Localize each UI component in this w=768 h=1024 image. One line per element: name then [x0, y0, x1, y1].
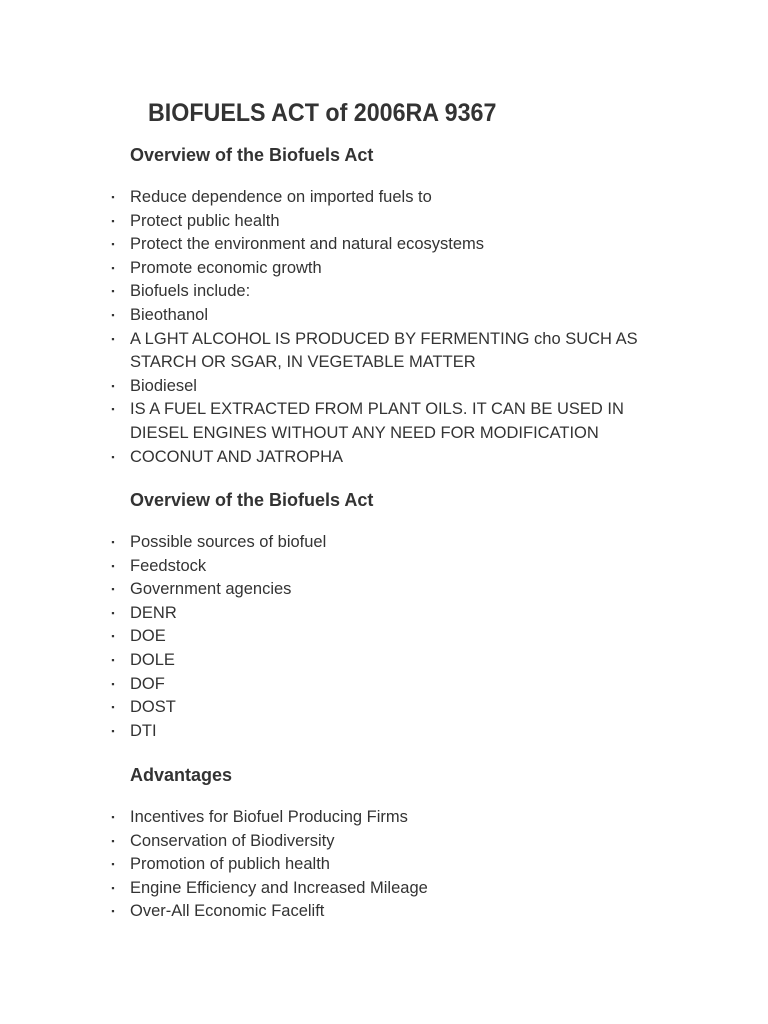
- list-item-text: Possible sources of biofuel: [130, 533, 327, 551]
- bullet-icon: ▪: [111, 333, 115, 344]
- list-item-text: DENR: [130, 603, 177, 622]
- list-item: [0, 375, 675, 399]
- bullet-icon: ▪: [111, 286, 115, 297]
- list-item-text: Promotion of publich health: [130, 855, 330, 874]
- list-item: [0, 602, 675, 626]
- list-item-text: Biodiesel: [130, 376, 197, 395]
- list-item-text: IS A FUEL EXTRACTED FROM PLANT OILS. IT CAN BE USED IN DIESEL ENGINES WITHOUT ANY NEED FOR MODIFICATION: [130, 400, 624, 442]
- list-item-text: Incentives for Biofuel Producing Firms: [130, 808, 408, 826]
- bullet-icon: ▪: [111, 404, 115, 415]
- bullet-icon: ▪: [111, 859, 115, 870]
- bullet-icon: ▪: [111, 262, 115, 273]
- list-item: [0, 900, 675, 924]
- bullet-icon: ▪: [111, 725, 115, 736]
- list-item: [0, 649, 675, 673]
- bullet-icon: ▪: [111, 607, 115, 618]
- list-item: [0, 853, 675, 877]
- bullet-icon: ▪: [111, 906, 115, 917]
- list-item: [0, 578, 675, 602]
- bullet-icon: ▪: [111, 654, 115, 665]
- bullet-list: [0, 186, 768, 469]
- list-item-text: Government agencies: [130, 580, 292, 599]
- bullet-icon: ▪: [111, 812, 115, 822]
- list-item: [0, 696, 675, 720]
- list-item: [0, 233, 675, 257]
- list-item: [0, 257, 675, 281]
- list-item: [0, 555, 675, 579]
- list-item-text: DOLE: [130, 650, 175, 669]
- bullet-icon: ▪: [111, 192, 115, 202]
- bullet-icon: ▪: [111, 631, 115, 642]
- list-item: [0, 531, 675, 555]
- bullet-icon: ▪: [111, 702, 115, 713]
- bullet-list: [0, 531, 768, 743]
- list-item-text: Protect public health: [130, 211, 280, 230]
- bullet-icon: ▪: [111, 584, 115, 595]
- list-item-text: Engine Efficiency and Increased Mileage: [130, 878, 428, 897]
- bullet-icon: ▪: [111, 882, 115, 893]
- list-item-text: Reduce dependence on imported fuels to: [130, 188, 432, 206]
- list-item: [0, 398, 675, 445]
- list-item-text: A LGHT ALCOHOL IS PRODUCED BY FERMENTING cho SUCH AS STARCH OR SGAR, IN VEGETABLE MATTER: [130, 329, 638, 372]
- list-item-text: DTI: [130, 721, 157, 740]
- bullet-icon: ▪: [111, 309, 115, 320]
- list-item-text: Feedstock: [130, 556, 207, 575]
- list-item-text: COCONUT AND JATROPHA: [130, 447, 343, 466]
- document-title: BIOFUELS ACT of 2006RA 9367: [148, 99, 497, 127]
- bullet-icon: ▪: [111, 560, 115, 571]
- list-item-text: Bieothanol: [130, 305, 208, 324]
- list-item: [0, 830, 675, 854]
- list-item: [0, 625, 675, 649]
- list-item: [0, 210, 675, 234]
- list-item: [0, 877, 675, 901]
- bullet-icon: ▪: [111, 239, 115, 250]
- bullet-icon: ▪: [111, 537, 115, 547]
- list-item: [0, 328, 675, 375]
- list-item-text: Promote economic growth: [130, 258, 322, 277]
- list-item-text: Biofuels include:: [130, 282, 251, 301]
- bullet-icon: ▪: [111, 451, 115, 462]
- section-heading: Overview of the Biofuels Act: [130, 490, 374, 510]
- section-heading: Advantages: [130, 765, 233, 785]
- list-item: [0, 304, 675, 328]
- list-item: [0, 673, 675, 697]
- bullet-list: [0, 806, 768, 924]
- bullet-icon: ▪: [111, 215, 115, 226]
- list-item: [0, 806, 675, 830]
- list-item: [0, 720, 675, 744]
- list-item: [0, 280, 675, 304]
- list-item-text: Over-All Economic Facelift: [130, 902, 325, 921]
- list-item-text: DOF: [130, 674, 165, 693]
- bullet-icon: ▪: [111, 678, 115, 689]
- bullet-icon: ▪: [111, 380, 115, 391]
- list-item-text: Conservation of Biodiversity: [130, 831, 335, 850]
- bullet-icon: ▪: [111, 835, 115, 846]
- list-item: [0, 186, 675, 210]
- list-item-text: Protect the environment and natural ecosystems: [130, 235, 485, 254]
- list-item-text: DOST: [130, 698, 176, 717]
- list-item-text: DOE: [130, 627, 166, 646]
- section-heading: Overview of the Biofuels Act: [130, 145, 374, 165]
- list-item: [0, 446, 675, 470]
